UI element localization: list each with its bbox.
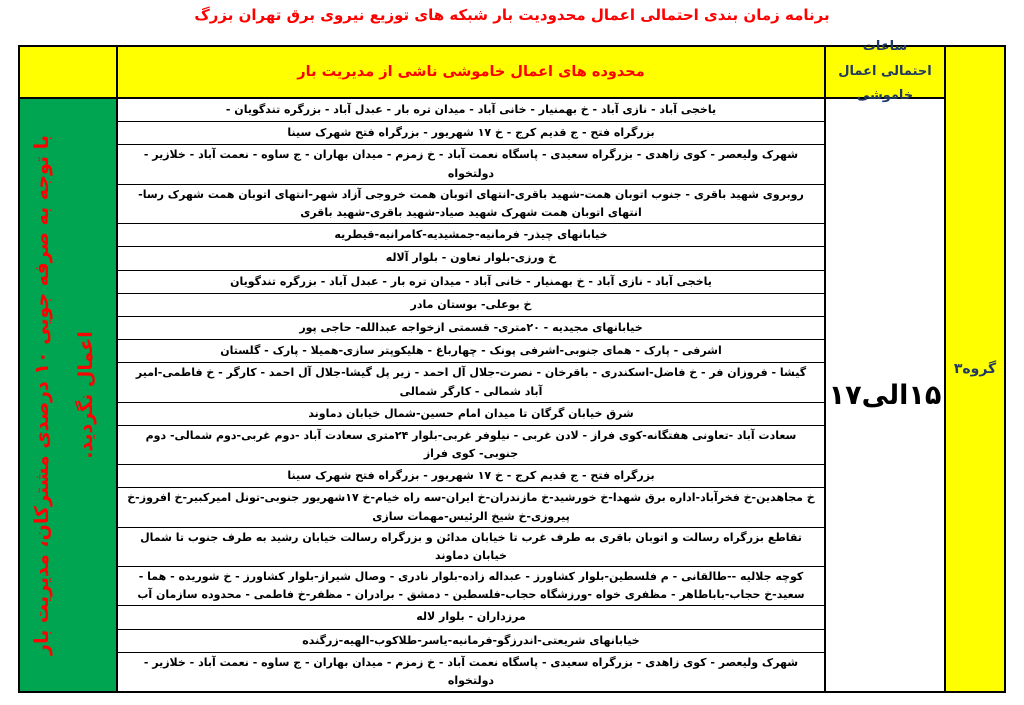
table-row: خ مجاهدین-خ فخرآباد-اداره برق شهدا-خ خورشید-خ مازندران-خ ایران-سه راه خیام-خ ۱۷شهریور جنوبی-تونل امیرکبیر-خ افروز-خ پیروزی-خ شیخ الرئیس-مهمات سازی [118, 488, 824, 527]
note-column-header [20, 47, 116, 99]
table-row: خ بوعلی- بوستان مادر [118, 294, 824, 317]
areas-rows [118, 99, 824, 691]
table-row: اشرفی - پارک - همای جنوبی-اشرفی پونک - چهارباغ - هلیکوپتر سازی-همیلا - پارک - گلستان [118, 340, 824, 363]
hours-value: ۱۵الی۱۷ [828, 379, 942, 411]
table-row: خ ورزی-بلوار تعاون - بلوار آلاله [118, 247, 824, 270]
page-title: برنامه زمان بندی احتمالی اعمال محدودیت بار شبکه های توزیع نیروی برق تهران بزرگ [194, 6, 830, 24]
table-row: مرزداران - بلوار لاله [118, 606, 824, 629]
table-row: خیابانهای چیذر- فرمانیه-جمشیدیه-کامرانیه-قیطریه [118, 224, 824, 247]
table-row: شهرک ولیعصر - کوی زاهدی - بزرگراه سعیدی - پاسگاه نعمت آباد - خ زمزم - میدان بهاران - ج ساوه - نعمت آباد - خلازیر - دولتخواه [143, 655, 799, 687]
table-row: گیشا - فروزان فر - خ فاضل-اسکندری - باقرخان - نصرت-جلال آل احمد - زیر پل گیشا-جلال آل احمد - کارگر - خ فاطمی-امیر آباد شمالی - کارگر شمالی [118, 363, 824, 402]
areas-column [116, 47, 824, 691]
table-row: یاخجی آباد - نازی آباد - خ بهمنیار - خانی آباد - میدان تره بار - عبدل آباد - بزرگره تندگویان - [118, 99, 824, 122]
group-column [944, 47, 1004, 691]
schedule-table [18, 38, 1006, 693]
hours-header: ساعات احتمالی اعمال خاموشی [826, 47, 944, 99]
table-row: سعادت آباد -تعاونی هفتگانه-کوی فراز - لادن غربی - نیلوفر غربی-بلوار ۲۴متری سعادت آباد -دوم غربی-دوم شمالی- دوم جنوبی- کوی فراز [118, 426, 824, 465]
note-text: با توجه به صرفه جویی ۱۰ درصدی مشترکان، مدیریت بار اعمال نگردید. [31, 135, 97, 655]
table-row: روبروی شهید باقری - جنوب اتوبان همت-شهید باقری-انتهای اتوبان همت خروجی آزاد شهر-انتهای اتوبان همت شهرک رسا-انتهای اتوبان همت شهرک شهید صیاد-شهید باقری-شهید باقری [118, 185, 824, 224]
hours-column [824, 38, 944, 691]
areas-header: محدوده های اعمال خاموشی ناشی از مدیریت بار [118, 47, 824, 99]
table-row: خیابانهای مجیدیه - ۲۰متری- قسمتی ازخواجه عبدالله- حاجی پور [118, 317, 824, 340]
table-row: یاخجی آباد - نازی آباد - خ بهمنیار - خانی آباد - میدان تره بار - عبدل آباد - بزرگره تندگویان [118, 271, 824, 294]
table-row: خیابانهای شریعتی-اندرزگو-فرمانیه-یاسر-طلاکوب-الهیه-زرگنده [118, 630, 824, 653]
group-label: گروه۳ [953, 361, 997, 377]
table-row: تقاطع بزرگراه رسالت و اتوبان باقری به طرف غرب تا خیابان مدائن و بزرگراه رسالت خیابان رشید به طرف جنوب تا شمال خیابان دماوند [118, 528, 824, 567]
table-row: شهرک ولیعصر - کوی زاهدی - بزرگراه سعیدی - پاسگاه نعمت آباد - خ زمزم - میدان بهاران - ج ساوه - نعمت آباد - خلازیر - دولتخواه [118, 145, 824, 184]
table-row: شرق خیابان گرگان تا میدان امام حسین-شمال خیابان دماوند [118, 403, 824, 426]
table-row: بزرگراه فتح - ج قدیم کرج - خ ۱۷ شهریور - بزرگراه فتح شهرک سینا [118, 122, 824, 145]
note-cell [20, 99, 116, 691]
table-row: کوچه جلالیه --طالقانی - م فلسطین-بلوار کشاورز - عبداله زاده-بلوار نادری - وصال شیراز-بلوار کشاورز - خ شوریده - هما - سعید-خ حجاب-باباطاهر - مظفری خواه -ورزشگاه حجاب-فلسطین - دمشق - برادران - مظفر-خ فاطمی - محدوده سازمان آب [118, 567, 824, 606]
table-row: بزرگراه فتح - ج قدیم کرج - خ ۱۷ شهریور - بزرگراه فتح شهرک سینا [118, 465, 824, 488]
note-column [20, 47, 116, 691]
